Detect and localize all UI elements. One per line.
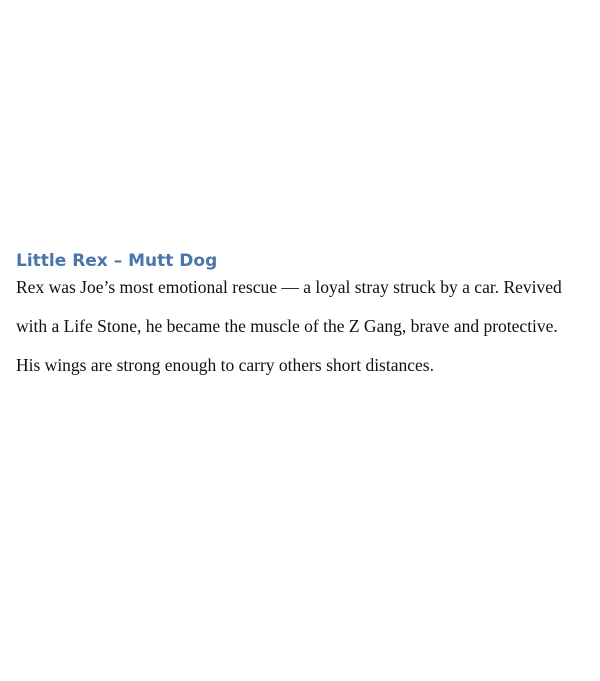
paragraph-line: Rex was Joe’s most emotional rescue — a loyal stray struck by a car. Revived bbox=[16, 277, 562, 297]
paragraph-line: with a Life Stone, he became the muscle of the Z Gang, brave and protective. bbox=[16, 316, 558, 336]
body-paragraph bbox=[16, 274, 591, 391]
paragraph-line: His wings are strong enough to carry others short distances. bbox=[16, 355, 434, 375]
section-heading: Little Rex – Mutt Dog bbox=[16, 251, 218, 271]
character-section bbox=[16, 248, 591, 391]
